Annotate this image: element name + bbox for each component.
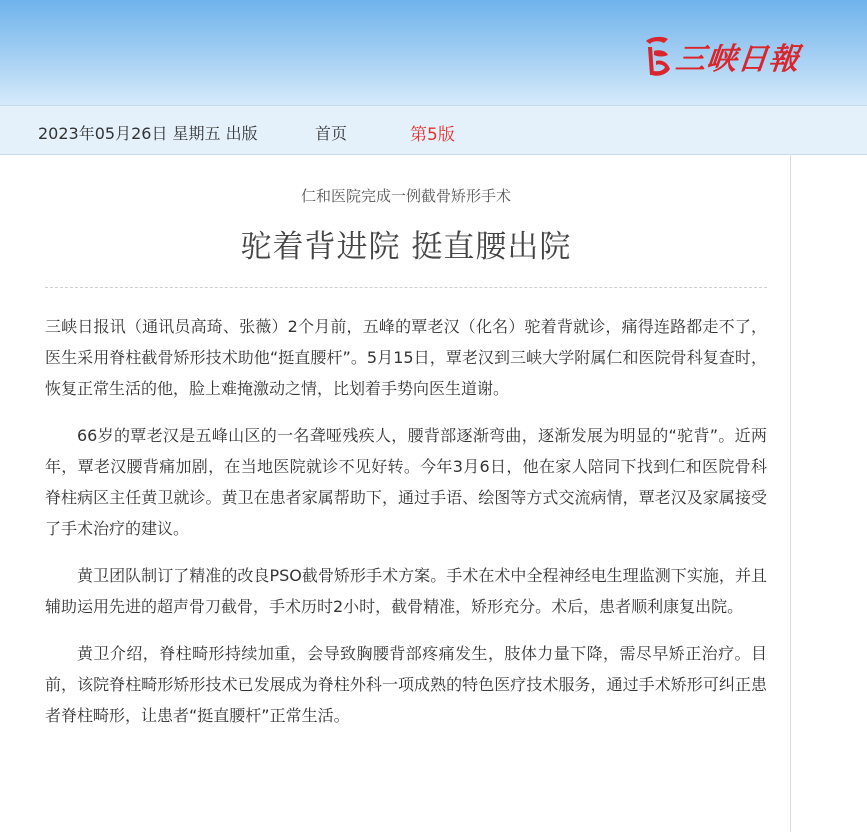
edition-link[interactable]: 第5版 <box>410 125 455 145</box>
article-paragraph: 黄卫团队制订了精准的改良PSO截骨矫形手术方案。手术在术中全程神经电生理监测下实施，并且辅助运用先进的超声骨刀截骨，手术历时2小时，截骨精准，矫形充分。术后，患者顺利康复出院。 <box>45 566 767 616</box>
article-subtitle: 仁和医院完成一例截骨矫形手术 <box>300 187 511 205</box>
article-paragraph: 三峡日报讯（通讯员高琦、张薇）2个月前，五峰的覃老汉（化名）驼着背就诊，痛得连路都走不了，医生采用脊柱截骨矫形技术助他“挺直腰杆”。5月15日，覃老汉到三峡大学附属仁和医院骨科复查时，恢复正常生活的他，脸上难掩激动之情，比划着手势向医生道谢。 <box>45 317 767 398</box>
logo-text: 三峡日報 <box>673 42 802 77</box>
article-container <box>45 155 767 747</box>
newspaper-logo[interactable] <box>640 30 800 82</box>
article-body <box>45 311 767 731</box>
article-paragraph: 66岁的覃老汉是五峰山区的一名聋哑残疾人，腰背部逐渐弯曲，逐渐发展为明显的“驼背”。近两年，覃老汉腰背痛加剧，在当地医院就诊不见好转。今年3月6日，他在家人陪同下找到仁和医院骨科脊柱病区主任黄卫就诊。黄卫在患者家属帮助下，通过手语、绘图等方式交流病情，覃老汉及家属接受了手术治疗的建议。 <box>45 426 767 538</box>
column-divider <box>790 155 791 832</box>
edition-navbar <box>0 105 867 155</box>
publish-date: 2023年05月26日 星期五 出版 <box>38 124 258 143</box>
article-title: 驼着背进院 挺直腰出院 <box>240 229 572 265</box>
title-divider <box>45 287 767 288</box>
article-paragraph: 黄卫介绍，脊柱畸形持续加重，会导致胸腰背部疼痛发生，肢体力量下降，需尽早矫正治疗。目前，该院脊柱畸形矫形技术已发展成为脊柱外科一项成熟的特色医疗技术服务，通过手术矫形可纠正患者脊柱畸形，让患者“挺直腰杆”正常生活。 <box>45 644 767 725</box>
logo-emblem-icon <box>640 31 674 81</box>
home-link[interactable]: 首页 <box>315 124 348 143</box>
masthead-banner <box>0 0 867 105</box>
